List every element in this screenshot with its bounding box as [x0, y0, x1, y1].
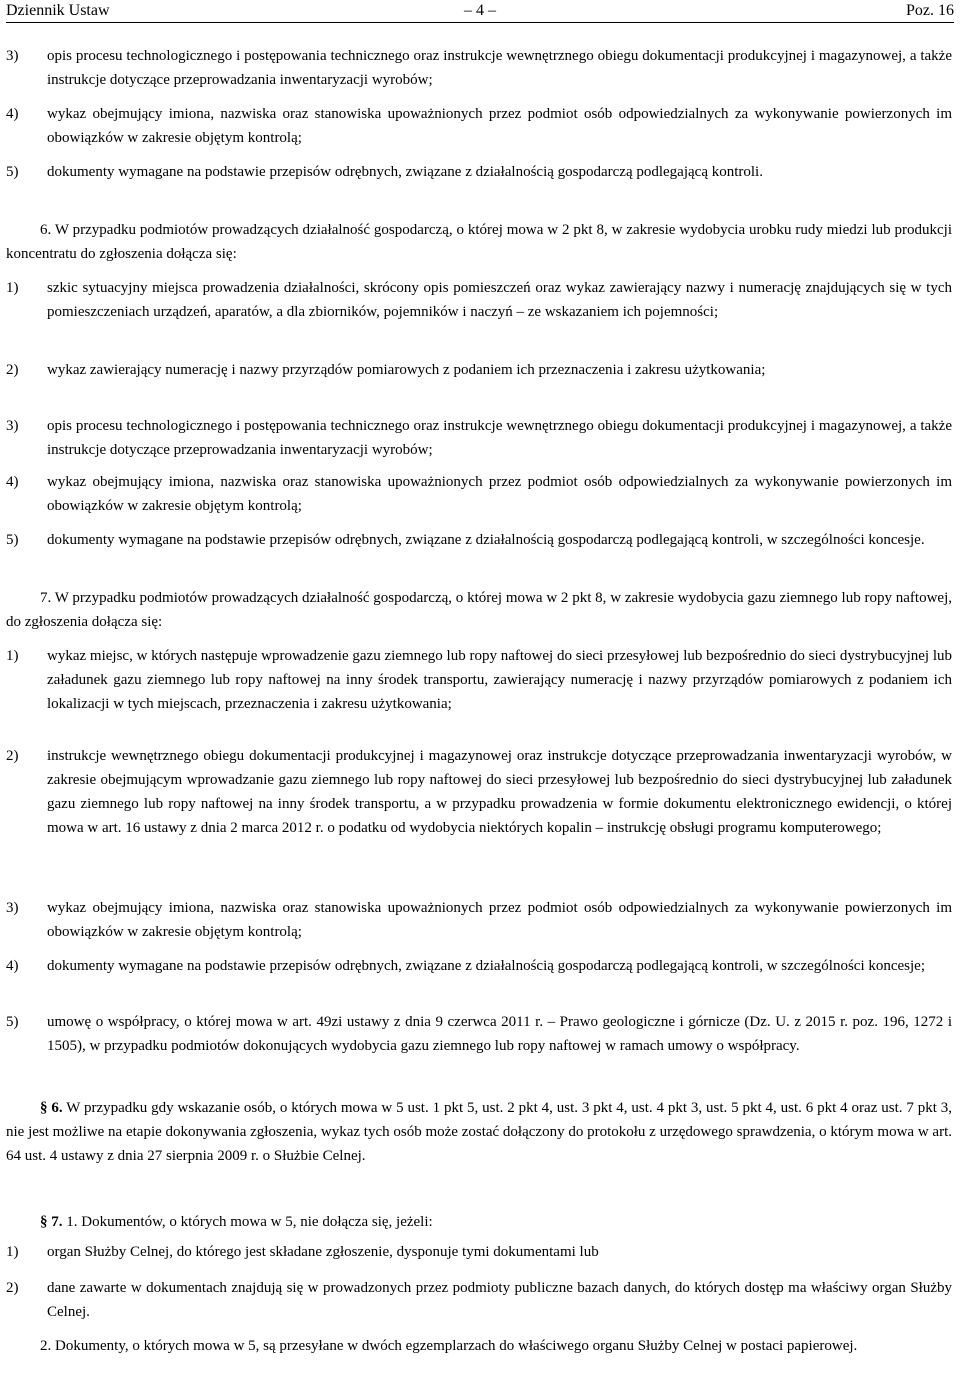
paragraph-6 [6, 1096, 952, 1168]
list-item: 1) wykaz miejsc, w których następuje wprowadzenie gazu ziemnego lub ropy naftowej do sieci przesyłowej lub bezpośrednio do sieci dystrybucyjnej lub załadunek gazu ziemnego lub ropy naftowej na inny środek transportu, zawierający numerację i nazwy przyrządów pomiarowych z podaniem ich lokalizacji w tych miejscach, przeznaczenia i zakresu użytkowania; [6, 648, 952, 712]
paragraph-label: § 7. [40, 1214, 63, 1230]
page-header [6, 0, 954, 23]
section-7-intro: 7. W przypadku podmiotów prowadzących działalność gospodarczą, o której mowa w 2 pkt 8, w zakresie wydobycia gazu ziemnego lub ropy naftowej, do zgłoszenia dołącza się: [6, 590, 952, 630]
list-item: 4) dokumenty wymagane na podstawie przepisów odrębnych, związane z działalnością gospodarczą podlegającą kontroli, w szczególności koncesje; [6, 958, 926, 974]
list-item: 2) wykaz zawierający numerację i nazwy przyrządów pomiarowych z podaniem ich przeznaczenia i zakresu użytkowania; [6, 362, 766, 378]
paragraph-text: 1. Dokumentów, o których mowa w 5, nie dołącza się, jeżeli: [66, 1214, 433, 1230]
list-item: 3) opis procesu technologicznego i postępowania technicznego oraz instrukcje wewnętrznego obiegu dokumentacji produkcyjnej i magazynowej, a także instrukcje dotyczące przeprowadzania inwentaryzacji wyrobów; [6, 48, 952, 88]
paragraph-text: W przypadku gdy wskazanie osób, o których mowa w 5 ust. 1 pkt 5, ust. 2 pkt 4, ust. 3 pkt 4, ust. 4 pkt 3, ust. 5 pkt 4, ust. 6 pkt 4 oraz ust. 7 pkt 3, nie jest możliwe na etapie dokonywania zgłoszenia, wykaz tych osób może zostać dołączony do protokołu z urzędowego sprawdzenia, o którym mowa w art. 64 ust. 4 ustawy z dnia 27 sierpnia 2009 r. o Służbie Celnej. [6, 1100, 953, 1164]
page-number: – 4 – [464, 2, 496, 19]
journal-title: Dziennik Ustaw [6, 2, 110, 19]
list-item: 2) instrukcje wewnętrznego obiegu dokumentacji produkcyjnej i magazynowej oraz instrukcje dotyczące przeprowadzania inwentaryzacji wyrobów, w zakresie obejmującym wprowadzanie gazu ziemnego lub ropy naftowej do sieci przesyłowej lub bezpośrednio do sieci dystrybucyjnej lub załadunek gazu ziemnego lub ropy naftowej na inny środek transportu, a w przypadku prowadzenia w formie dokumentu elektronicznego ewidencji, o której mowa w art. 16 ustawy z dnia 2 marca 2012 r. o podatku od wydobycia niektórych kopalin – instrukcję obsługi programu komputerowego; [6, 748, 952, 836]
paragraph-7-ust-2: 2. Dokumenty, o których mowa w 5, są przesyłane w dwóch egzemplarzach do właściwego organu Służby Celnej w postaci papierowej. [40, 1338, 858, 1354]
list-item: 5) dokumenty wymagane na podstawie przepisów odrębnych, związane z działalnością gospodarczą podlegającą kontroli, w szczególności koncesje. [6, 532, 925, 548]
list-item: 1) szkic sytuacyjny miejsca prowadzenia działalności, skrócony opis pomieszczeń oraz wykaz zawierający nazwy i numerację znajdujących się w tych pomieszczeniach urządzeń, aparatów, a dla zbiorników, pojemników i naczyń – ze wskazaniem ich pojemności; [6, 280, 952, 320]
list-item: 3) opis procesu technologicznego i postępowania technicznego oraz instrukcje wewnętrznego obiegu dokumentacji produkcyjnej i magazynowej, a także instrukcje dotyczące przeprowadzania inwentaryzacji wyrobów; [6, 418, 952, 458]
list-item: 5) umowę o współpracy, o której mowa w art. 49zi ustawy z dnia 9 czerwca 2011 r. – Prawo geologiczne i górnicze (Dz. U. z 2015 r. poz. 196, 1272 i 1505), w przypadku podmiotów dokonujących wydobycia gazu ziemnego lub ropy naftowej w ramach umowy o współpracy. [6, 1014, 952, 1054]
list-item: 3) wykaz obejmujący imiona, nazwiska oraz stanowiska upoważnionych przez podmiot osób odpowiedzialnych za wykonywanie powierzonych im obowiązków w zakresie objętym kontrolą; [6, 900, 952, 940]
list-item: 4) wykaz obejmujący imiona, nazwiska oraz stanowiska upoważnionych przez podmiot osób odpowiedzialnych za wykonywanie powierzonych im obowiązków w zakresie objętym kontrolą; [6, 106, 952, 146]
paragraph-7 [6, 1210, 952, 1234]
list-item: 5) dokumenty wymagane na podstawie przepisów odrębnych, związane z działalnością gospodarczą podlegającą kontroli. [6, 164, 763, 180]
list-item: 2) dane zawarte w dokumentach znajdują się w prowadzonych przez podmioty publiczne bazach danych, do których dostęp ma właściwy organ Służby Celnej. [6, 1280, 952, 1320]
paragraph-label: § 6. [40, 1100, 63, 1116]
list-item: 4) wykaz obejmujący imiona, nazwiska oraz stanowiska upoważnionych przez podmiot osób odpowiedzialnych za wykonywanie powierzonych im obowiązków w zakresie objętym kontrolą; [6, 474, 952, 514]
position-number: Poz. 16 [906, 2, 954, 19]
list-item: 1) organ Służby Celnej, do którego jest składane zgłoszenie, dysponuje tymi dokumentami lub [6, 1244, 599, 1260]
section-6-intro: 6. W przypadku podmiotów prowadzących działalność gospodarczą, o której mowa w 2 pkt 8, w zakresie wydobycia urobku rudy miedzi lub produkcji koncentratu do zgłoszenia dołącza się: [6, 222, 952, 262]
